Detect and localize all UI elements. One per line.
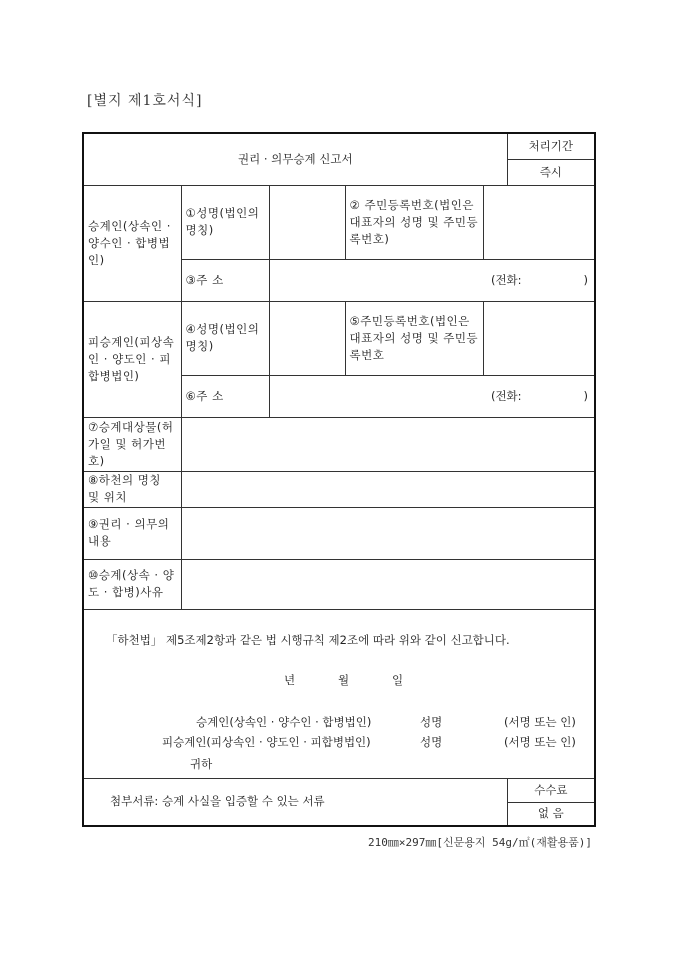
predecessor-name-field[interactable] xyxy=(269,301,345,375)
succession-reason-label: ⑩승계(상속 · 양도 · 합병)사유 xyxy=(83,559,181,609)
predecessor-address-field[interactable] xyxy=(269,375,595,417)
successor-phone-close: ) xyxy=(583,272,589,287)
declaration-statement: 「하천법」 제5조제2항과 같은 법 시행규칙 제2조에 따라 위와 같이 신고합니다. xyxy=(106,632,510,647)
predecessor-name-word: 성명 xyxy=(420,734,443,749)
fee-value: 없 음 xyxy=(507,802,595,826)
predecessor-signature-row xyxy=(84,734,594,752)
rights-duties-field[interactable] xyxy=(181,507,595,559)
form-title: 권리 · 의무승계 신고서 xyxy=(83,133,507,185)
successor-section-label: 승계인(상속인 · 양수인 · 합병법인) xyxy=(83,185,181,301)
addressee: 귀하 xyxy=(190,756,213,771)
predecessor-address-label: ⑥주 소 xyxy=(181,375,269,417)
processing-period-label: 처리기간 xyxy=(507,133,595,159)
predecessor-section-label: 피승계인(피상속인 · 양도인 · 피합병법인) xyxy=(83,301,181,417)
successor-name-word: 성명 xyxy=(420,714,443,729)
predecessor-sign-hint: (서명 또는 인) xyxy=(504,734,576,749)
report-form-table xyxy=(82,132,596,827)
river-name-field[interactable] xyxy=(181,471,595,507)
rights-duties-label: ⑨권리 · 의무의 내용 xyxy=(83,507,181,559)
successor-signature-row xyxy=(84,714,594,732)
successor-id-field[interactable] xyxy=(483,185,595,259)
processing-period-value: 즉시 xyxy=(507,159,595,185)
declaration-date xyxy=(284,672,446,689)
date-year: 년 xyxy=(284,672,296,687)
successor-address-label: ③주 소 xyxy=(181,259,269,301)
successor-name-label: ①성명(법인의 명칭) xyxy=(181,185,269,259)
predecessor-name-label: ④성명(법인의 명칭) xyxy=(181,301,269,375)
predecessor-id-label: ⑤주민등록번호(법인은 대표자의 성명 및 주민등록번호 xyxy=(345,301,483,375)
predecessor-phone-close: ) xyxy=(583,388,589,403)
successor-phone-label: (전화: xyxy=(490,272,522,287)
declaration-block xyxy=(83,609,595,778)
predecessor-sign-label: 피승계인(피상속인 · 양도인 · 피합병법인) xyxy=(162,734,371,749)
fee-label: 수수료 xyxy=(507,778,595,802)
predecessor-phone-label: (전화: xyxy=(490,388,522,403)
successor-sign-label: 승계인(상속인 · 양수인 · 합병법인) xyxy=(196,714,372,729)
date-day: 일 xyxy=(392,672,404,687)
successor-id-label: ② 주민등록번호(법인은 대표자의 성명 및 주민등록번호) xyxy=(345,185,483,259)
succession-object-field[interactable] xyxy=(181,417,595,471)
successor-name-field[interactable] xyxy=(269,185,345,259)
predecessor-id-field[interactable] xyxy=(483,301,595,375)
paper-spec: 210㎜×297㎜[신문용지 54g/㎡(재활용품)] xyxy=(368,836,592,849)
date-month: 월 xyxy=(338,672,350,687)
attachment-note: 첨부서류: 승계 사실을 입증할 수 있는 서류 xyxy=(83,778,507,826)
successor-address-field[interactable] xyxy=(269,259,595,301)
river-name-label: ⑧하천의 명칭 및 위치 xyxy=(83,471,181,507)
succession-reason-field[interactable] xyxy=(181,559,595,609)
succession-object-label: ⑦승계대상물(허가일 및 허가번호) xyxy=(83,417,181,471)
form-label: [별지 제1호서식] xyxy=(87,93,203,109)
successor-sign-hint: (서명 또는 인) xyxy=(504,714,576,729)
